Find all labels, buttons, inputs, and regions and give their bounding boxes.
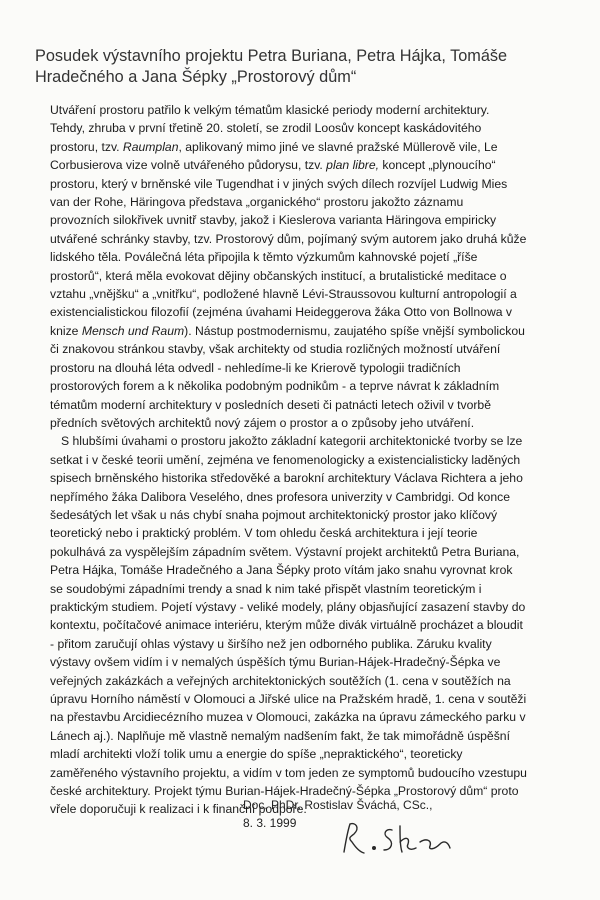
body-line: Lánech aj.). Naplňuje mě vlastně nemalým nadšením fakt, že tak mimořádně úspěšní bbox=[50, 728, 510, 743]
document-body bbox=[50, 101, 590, 819]
italic-term: Raumplan bbox=[122, 139, 179, 154]
body-line: se soudobými západními trendy a snad k nim také přispět vlastním teoretickým i bbox=[50, 581, 482, 596]
body-line: české architektury. Projekt týmu Burian-Hájek-Hradečný-Šépka „Prostorový dům“ proto bbox=[50, 784, 519, 799]
body-line: knize Mensch und Raum). Nástup postmodernismu, zaujatého spíše vnější symbolickou bbox=[50, 323, 525, 338]
body-line: pokulhává za vyspělejším západním světem. Výstavní projekt architektů Petra Buriana, bbox=[50, 544, 520, 559]
body-line: Corbusierova vize volně utvářeného půdorysu, tzv. plan libre, koncept „plynoucího“ bbox=[50, 158, 496, 173]
body-line: zaměřeného výstavního projektu, a vidím v tom jeden ze symptomů budoucího vzestupu bbox=[50, 765, 527, 780]
body-line: lidského těla. Poválečná léta připojila k těmto výzkumům kahnovské pojetí „říše bbox=[50, 250, 478, 265]
body-line: setkat i v české teorii umění, zejména ve fenomenologicky a existencialisticky laděných bbox=[50, 452, 521, 467]
body-line: úpravu Horního náměstí v Olomouci a Jiřské ulice na Pražském hradě, 1. cena v soutěži bbox=[50, 692, 527, 706]
body-line: šedesátých let však u nás chybí snaha pojmout architektonický prostor jako klíčový bbox=[50, 507, 498, 522]
body-line: výstavy ovšem vidím i v nemalých úspěších týmu Burian-Hájek-Hradečný-Šépka ve bbox=[50, 655, 501, 670]
document-title bbox=[35, 46, 575, 88]
title-line: Posudek výstavního projektu Petra Buriana, Petra Hájka, Tomáše bbox=[35, 47, 508, 65]
body-line: či znakovou stránkou stavby, však architekty od studia rozličných možností utváření bbox=[50, 342, 501, 357]
body-line: Petra Hájka, Tomáše Hradečného a Jana Šépky proto vítám jako snahu vyrovnat krok bbox=[50, 563, 513, 578]
body-line: praktickým studiem. Pojetí výstavy - veliké modely, plány objasňující zasazení stavby do bbox=[50, 599, 526, 614]
letter-date: 8. 3. 1999 bbox=[243, 816, 297, 830]
body-line: utvářené schránky stavby, tzv. Prostorový dům, pojímaný svým autorem jako druhá kůže bbox=[50, 231, 527, 246]
body-line: nepřímého žáka Dalibora Veselého, dnes profesora univerzity v Cambridgi. Od konce bbox=[50, 489, 510, 504]
body-line: prostorových forem a k několika podobným podnikům - a teprve návrat k základním bbox=[50, 379, 500, 394]
handwritten-signature-icon bbox=[330, 818, 470, 858]
body-line: vřele doporučuji k realizaci i k finanční podpoře. bbox=[50, 802, 307, 817]
body-line: existencialistickou filozofií (zejména úvahami Heideggerova žáka Otto von Bollnowa v bbox=[50, 305, 513, 320]
body-line: van der Rohe, Häringova představa „organického“ prostoru jakožto záznamu bbox=[50, 195, 464, 210]
body-line: předních světových architektů nový zájem o prostor a o způsoby jeho utváření. bbox=[50, 415, 475, 430]
body-line: prostoru, který v brněnské vile Tugendhat i v jiných svých dílech rozvíjel Ludwig Mies bbox=[50, 176, 508, 191]
body-line: kontextu, počítačové animace interiéru, kterým může divák virtuálně procházet a bloudit bbox=[50, 618, 523, 633]
title-line: Hradečného a Jana Šépky „Prostorový dům“ bbox=[35, 68, 357, 86]
body-line: na přestavbu Arcidiecézního muzea v Olomouci, zakázka na úpravu zámeckého parku v bbox=[50, 710, 526, 725]
body-line: S hlubšími úvahami o prostoru jakožto základní kategorii architektonické tvorby se lze bbox=[61, 434, 523, 449]
body-line: vztahu „vnějšku“ a „vnitřku“, podložené hlavně Lévi-Straussovou kulturní antropologií a bbox=[50, 287, 517, 302]
body-line: tématům moderní architektury v posledních deseti či patnácti letech oživil v tvorbě bbox=[50, 397, 491, 412]
body-line: Tehdy, zhruba v první třetině 20. století, se zrodil Loosův koncept kaskádovitého bbox=[50, 121, 482, 136]
body-line: spisech brněnského historika středověké a barokní architektury Václava Richtera a jeho bbox=[50, 471, 523, 486]
body-line: teoretický nebo i praktický problém. V tom ohledu česká architektura i její teorie bbox=[50, 526, 478, 541]
body-line: prostorů“, která měla evokovat dějiny občanských institucí, a brutalistické meditace o bbox=[50, 268, 507, 283]
body-line: veřejných zakázkách a veřejných architektonických soutěžích (1. cena v soutěžích na bbox=[50, 673, 511, 688]
author-name: Doc. PhDr. Rostislav Šváchá, CSc., bbox=[243, 798, 433, 812]
body-line: mladí architekti vloží tolik umu a energie do spíše „nepraktického“, teoreticky bbox=[50, 747, 463, 762]
body-line: prostoru na dlouhá léta odvedl - nehledíme-li ke Krierově typologii tradičních bbox=[50, 360, 461, 375]
body-line: - přitom zaručují ohlas výstavy u širšího než jen odborného publika. Záruku kvality bbox=[50, 636, 492, 651]
italic-term: Mensch und Raum bbox=[81, 323, 185, 338]
italic-term: plan libre, bbox=[326, 158, 380, 173]
body-line: Utváření prostoru patřilo k velkým tématům klasické periody moderní architektury. bbox=[50, 103, 490, 117]
body-line: provozních silokřivek uvnitř stavby, jakož i Kieslerova varianta Häringova empiricky bbox=[50, 213, 497, 228]
body-line: prostoru, tzv. Raumplan, aplikovaný mimo jiné ve slavné pražské Müllerově vile, Le bbox=[50, 139, 498, 154]
